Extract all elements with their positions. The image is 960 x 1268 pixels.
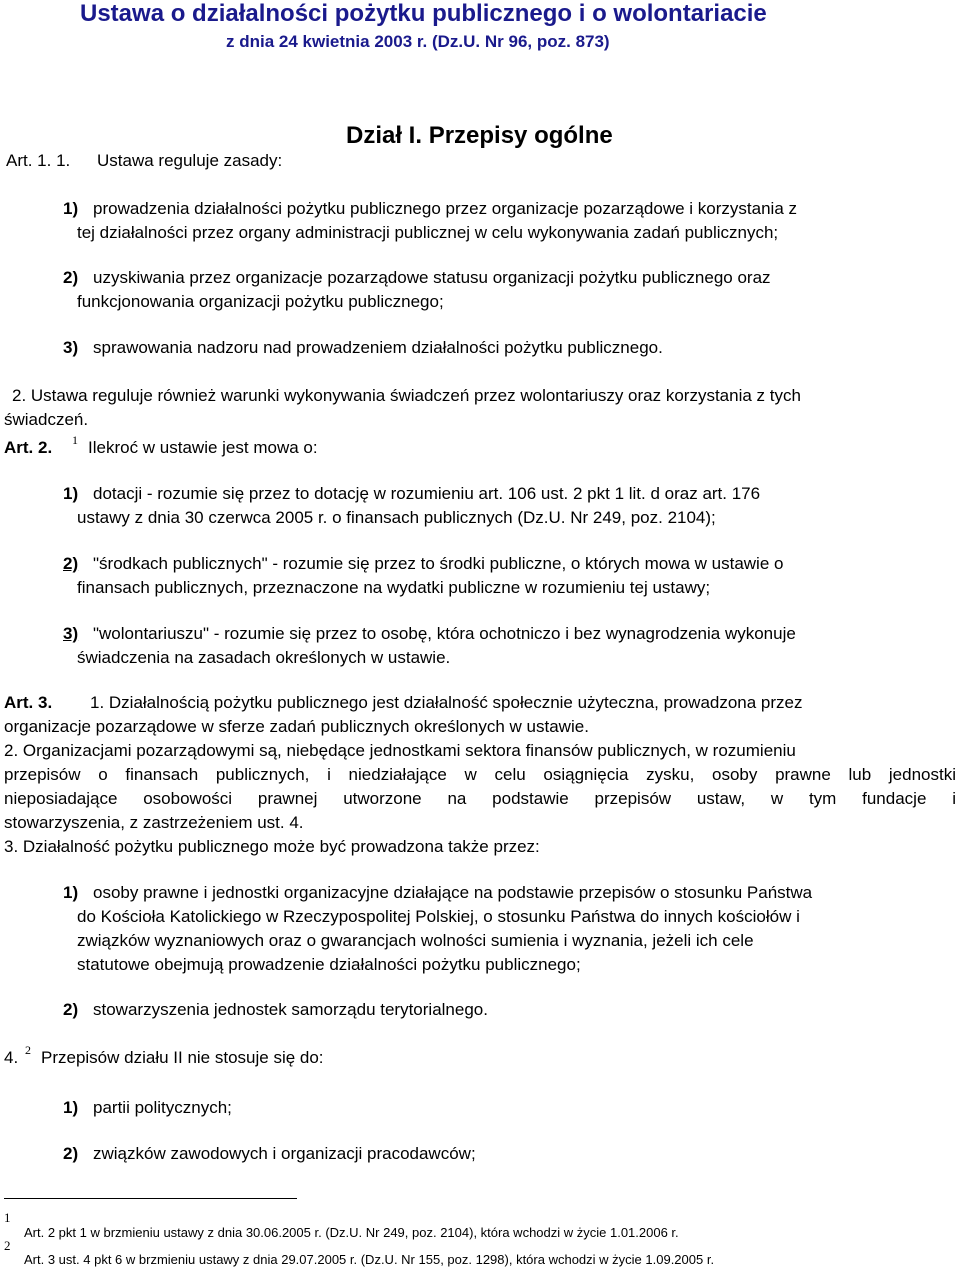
art1-item-number: 3) [63,338,79,357]
art2-item-line: ustawy z dnia 30 czerwca 2005 r. o finansach publicznych (Dz.U. Nr 249, poz. 2104); [77,508,716,527]
art1-item-line: tej działalności przez organy administracji publicznej w celu wykonywania zadań publicznych; [77,223,779,242]
art1-item-line: sprawowania nadzoru nad prowadzeniem działalności pożytku publicznego. [93,338,663,357]
art3-paragraph-2-line: nieposiadające osobowości prawnej utworzone na podstawie przepisów ustaw, w tym fundacje i [4,789,956,808]
art3-paragraph-4-number: 4. [4,1048,19,1067]
document-title: Ustawa o działalności pożytku publicznego i o wolontariacie [80,0,767,27]
art3-p4-item-number: 1) [63,1098,79,1117]
art1-item-line: prowadzenia działalności pożytku publicznego przez organizacje pozarządowe i korzystania z [93,199,797,218]
art3-paragraph-2-line: 2. Organizacjami pozarządowymi są, niebędące jednostkami sektora finansów publicznych, w rozumieniu [4,741,796,760]
art3-item-number: 1) [63,883,79,902]
art1-paragraph-2-line: 2. Ustawa reguluje również warunki wykonywania świadczeń przez wolontariuszy oraz korzystania z tych [12,386,801,405]
art3-item-line: statutowe obejmują prowadzenie działalności pożytku publicznego; [77,955,581,974]
art2-item-line: dotacji - rozumie się przez to dotację w rozumieniu art. 106 ust. 2 pkt 1 lit. d oraz art. 176 [93,484,761,503]
art3-paragraph-4: Przepisów działu II nie stosuje się do: [41,1048,324,1067]
document-subtitle: z dnia 24 kwietnia 2003 r. (Dz.U. Nr 96, poz. 873) [226,32,610,51]
art2-item-number: 1) [63,484,79,503]
art3-paragraph-3: 3. Działalność pożytku publicznego może być prowadzona także przez: [4,837,540,856]
art1-item-number: 1) [63,199,79,218]
art2-intro [72,433,78,459]
art3-item-line: do Kościoła Katolickiego w Rzeczypospolitej Polskiej, o stosunku Państwa do innych kościołów i [77,907,800,926]
chapter-title: Dział I. Przepisy ogólne [346,122,613,149]
art1-intro: Ustawa reguluje zasady: [97,151,283,170]
art1-prefix: Art. 1. 1. [6,151,71,170]
art2-label: Art. 2. [4,438,53,457]
art3-paragraph-1-line: organizacje pozarządowe w sferze zadań publicznych określonych w ustawie. [4,717,589,736]
footnote-text: Art. 2 pkt 1 w brzmieniu ustawy z dnia 30.06.2005 r. (Dz.U. Nr 249, poz. 2104), która wchodzi w życie 1.01.2006 r. [24,1225,679,1240]
art1-item-line: uzyskiwania przez organizacje pozarządowe statusu organizacji pożytku publicznego oraz [93,268,771,287]
art3-p4-item: partii politycznych; [93,1098,232,1117]
art3-paragraph-2-line: stowarzyszenia, z zastrzeżeniem ust. 4. [4,813,304,832]
footnote-mark: 2 [4,1238,11,1253]
footnote-ref-1: 1 [72,433,78,447]
art2-item-line: "środkach publicznych" - rozumie się przez to środki publiczne, o których mowa w ustawie o [93,554,784,573]
art2-item-number: 3) [63,624,79,643]
art3-item-line: stowarzyszenia jednostek samorządu terytorialnego. [93,1000,488,1019]
footnote-mark: 1 [4,1210,11,1225]
art3-p4-item-number: 2) [63,1144,79,1163]
art3-p4-item: związków zawodowych i organizacji pracodawców; [93,1144,476,1163]
art1-item-line: funkcjonowania organizacji pożytku publicznego; [77,292,444,311]
footnote-text: Art. 3 ust. 4 pkt 6 w brzmieniu ustawy z dnia 29.07.2005 r. (Dz.U. Nr 155, poz. 1298), która wchodzi w życie 1.09.2005 r. [24,1252,715,1267]
art2-item-number: 2) [63,554,79,573]
art2-item-line: świadczenia na zasadach określonych w ustawie. [77,648,451,667]
art3-label: Art. 3. [4,693,53,712]
art3-item-line: związków wyznaniowych oraz o gwarancjach wolności sumienia i wyznania, jeżeli ich cele [77,931,754,950]
art3-item-line: osoby prawne i jednostki organizacyjne działające na podstawie przepisów o stosunku Państwa [93,883,813,902]
footnote-ref-2: 2 [25,1043,31,1057]
art3-paragraph-4-footnote [25,1043,31,1069]
art2-intro-text: Ilekroć w ustawie jest mowa o: [88,438,318,457]
art2-item-line: "wolontariuszu" - rozumie się przez to osobę, która ochotniczo i bez wynagrodzenia wykonuje [93,624,796,643]
art3-paragraph-2-line: przepisów o finansach publicznych, i niedziałające w celu osiągnięcia zysku, osoby prawne lub jednostki [4,765,956,784]
art3-item-number: 2) [63,1000,79,1019]
art2-item-line: finansach publicznych, przeznaczone na wydatki publiczne w rozumieniu tej ustawy; [77,578,711,597]
footnote-separator [4,1198,297,1199]
art1-item-number: 2) [63,268,79,287]
art3-paragraph-1-line: 1. Działalnością pożytku publicznego jest działalność społecznie użyteczna, prowadzona przez [90,693,803,712]
art1-paragraph-2-line: świadczeń. [4,410,89,429]
